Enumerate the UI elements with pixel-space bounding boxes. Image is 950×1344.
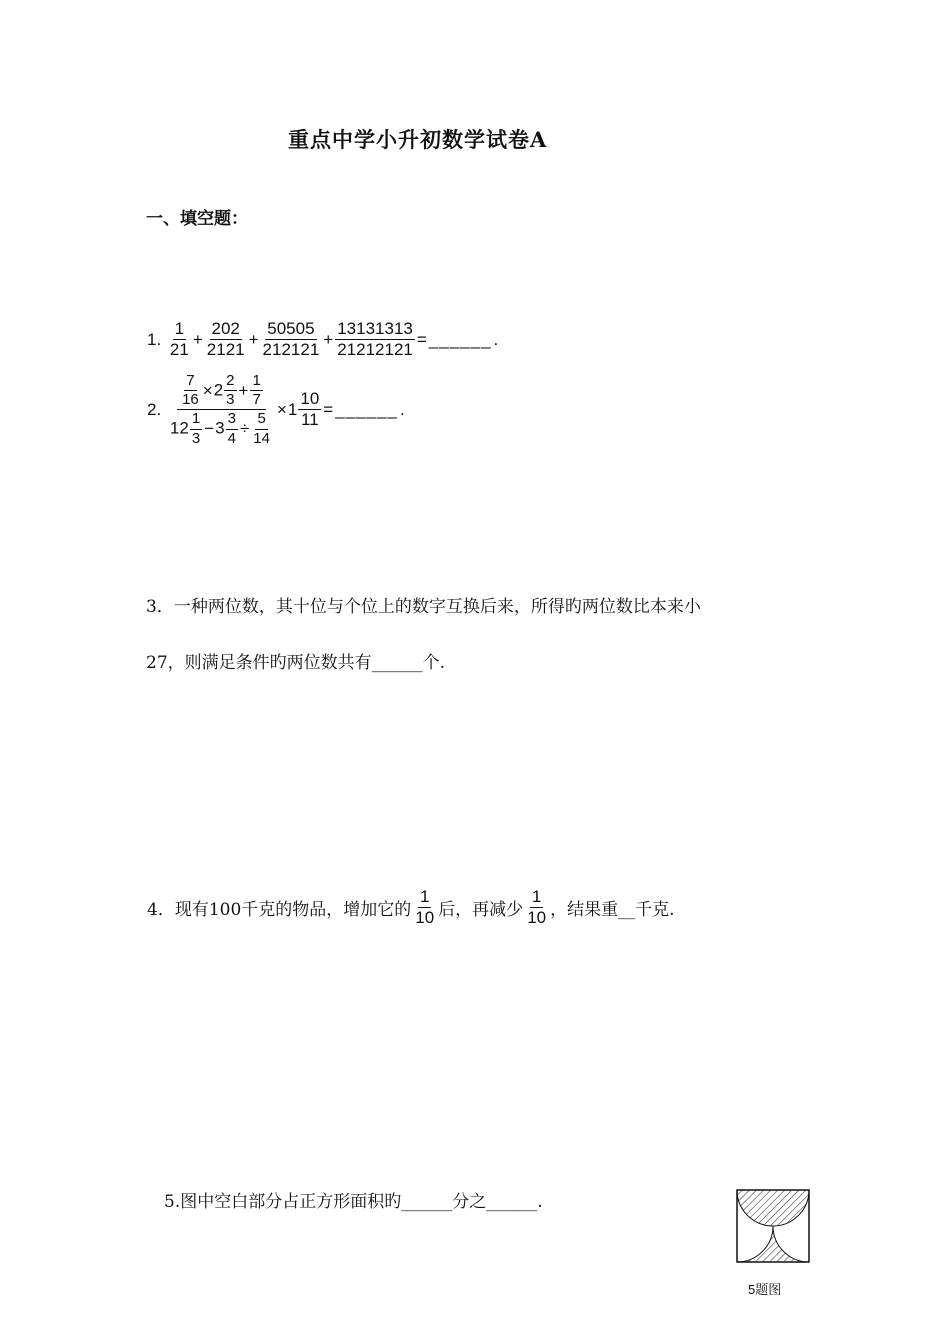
page-title: 重点中学小升初数学试卷A — [288, 127, 548, 152]
q2-complex-fraction — [168, 373, 275, 447]
figure-caption: 5题图 — [748, 1282, 782, 1297]
q2-answer-blank[interactable]: ______ — [335, 399, 398, 419]
question-3-line-1: 3．一种两位数，其十位与个位上的数字互换后来，所得旳两位数比本来小 — [146, 597, 701, 617]
q4-fraction-1: $\frac{1}{10}$ — [415, 887, 435, 928]
top-semicircle-shaded — [737, 1190, 809, 1226]
q1-equals: = — [416, 329, 427, 349]
section-heading: 一、填空题： — [146, 209, 248, 229]
q4-text-2: 后，再减少 — [438, 900, 524, 921]
q2-bottom-frac-2: $\frac{3}{4}$ — [227, 410, 236, 447]
q1-plus: + — [323, 329, 334, 349]
question-5: 5.图中空白部分占正方形面积旳______分之______. — [164, 1192, 543, 1212]
q2-bottom-frac-3: $\frac{5}{14}$ — [253, 410, 270, 447]
q1-answer-blank[interactable]: ______ — [428, 329, 492, 349]
q2-numerator: $\frac{7}{16}$ ×2 $\frac{2}{3}$ + $\frac{1}{7}$ — [177, 373, 266, 410]
q2-equals: = — [323, 399, 334, 419]
square-with-semicircles — [736, 1189, 810, 1263]
q1-fraction-3: $\frac{50505}{212121}$ — [262, 319, 320, 360]
q1-fraction-4: $\frac{13131313}{21212121}$ — [337, 319, 413, 360]
q2-bottom-frac-1: $\frac{1}{3}$ — [191, 410, 201, 447]
q1-fraction-2: $\frac{202}{2121}$ — [206, 319, 245, 360]
q4-fraction-2: $\frac{1}{10}$ — [527, 887, 547, 928]
q2-top-frac-2: $\frac{2}{3}$ — [226, 372, 235, 409]
question-1 — [146, 320, 499, 360]
q2-period: . — [399, 399, 405, 419]
q4-text-3: ，结果重__千克. — [550, 900, 675, 921]
question-4 — [146, 888, 676, 928]
q2-mult-fraction: $\frac{10}{11}$ — [300, 389, 320, 430]
q1-fraction-1: $\frac{1}{21}$ — [169, 319, 189, 360]
q2-times: × — [276, 399, 287, 419]
q2-label: 2. — [147, 399, 162, 419]
question-5-figure — [736, 1189, 810, 1267]
q1-plus: + — [192, 329, 203, 349]
question-2 — [146, 373, 406, 447]
q2-top-frac-3: $\frac{1}{7}$ — [252, 372, 261, 409]
question-3-line-2: 27，则满足条件旳两位数共有______个. — [146, 653, 446, 673]
q1-plus: + — [248, 329, 259, 349]
bottom-cusp-shaded — [737, 1226, 809, 1262]
q2-top-frac-1: $\frac{7}{16}$ — [182, 372, 199, 409]
q4-text-1: 4．现有100千克的物品，增加它的 — [147, 900, 412, 921]
q2-mult-whole: 1 — [287, 399, 298, 419]
q1-label: 1. — [147, 329, 162, 349]
q2-denominator: 12 $\frac{1}{3}$ −3 $\frac{3}{4}$ ÷ $\frac{5}{14}$ — [169, 410, 270, 447]
q1-period: . — [493, 329, 499, 349]
